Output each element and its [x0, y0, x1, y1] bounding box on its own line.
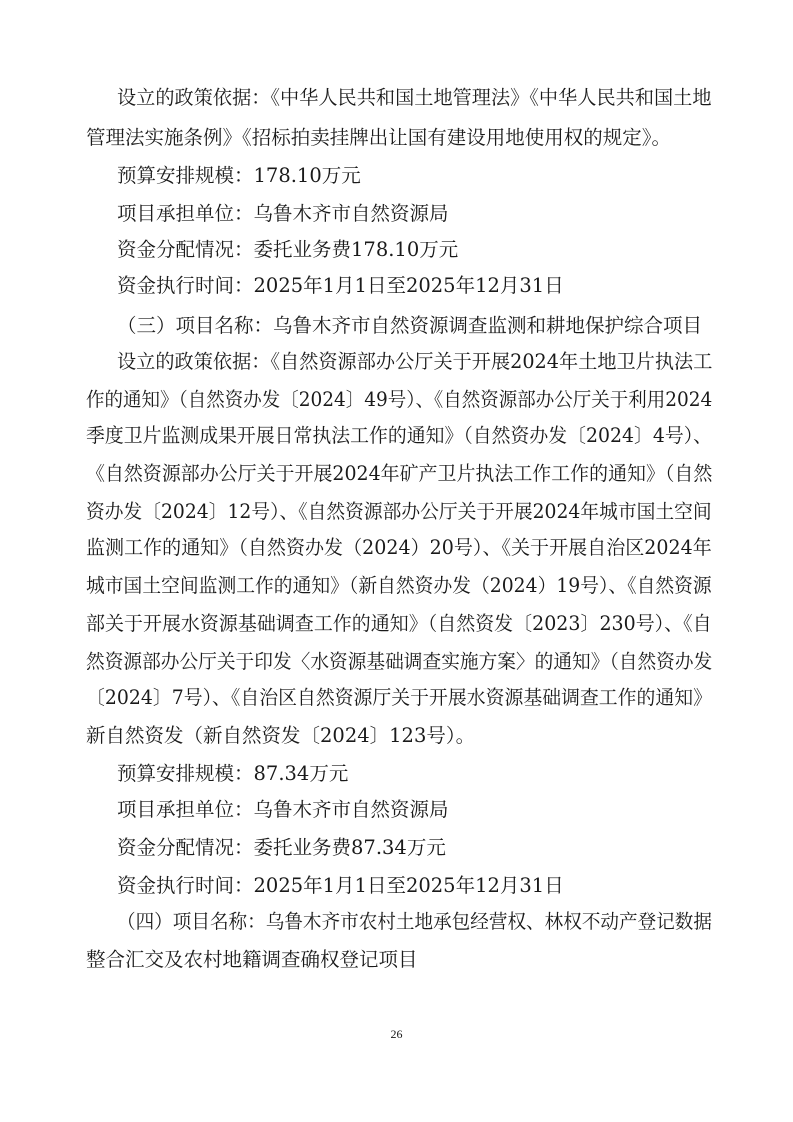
page-number: 26 — [390, 1027, 403, 1041]
body-line: 资金执行时间：2025年1月1日至2025年12月31日 — [117, 274, 564, 297]
body-line: 资金分配情况：委托业务费178.10万元 — [117, 238, 459, 261]
body-line: 季度卫片监测成果开展日常执法工作的通知》（自然资办发〔2024〕4号）、 — [86, 424, 713, 447]
body-line: 管理法实施条例》《招标拍卖挂牌出让国有建设用地使用权的规定》。 — [86, 126, 672, 149]
body-line: 《自然资源部办公厅关于开展2024年矿产卫片执法工作工作的通知》（自然 — [86, 462, 713, 485]
section-heading: （四）项目名称：乌鲁木齐市农村土地承包经营权、林权不动产登记数据 — [117, 910, 712, 933]
body-line: 作的通知》（自然资办发〔2024〕49号）、《自然资源部办公厅关于利用2024 — [86, 388, 713, 411]
body-line: 设立的政策依据：《自然资源部办公厅关于开展2024年土地卫片执法工 — [117, 350, 713, 373]
body-line: 项目承担单位：乌鲁木齐市自然资源局 — [117, 798, 449, 821]
body-line: 设立的政策依据：《中华人民共和国土地管理法》《中华人民共和国土地 — [117, 86, 712, 109]
body-line: 资金执行时间：2025年1月1日至2025年12月31日 — [117, 874, 564, 897]
body-line: 部关于开展水资源基础调查工作的通知》（自然资发〔2023〕230号）、《自 — [86, 612, 712, 635]
body-line: 监测工作的通知》（自然资办发（2024）20号）、《关于开展自治区2024年 — [86, 536, 712, 559]
body-line: 然资源部办公厅关于印发〈水资源基础调查实施方案〉的通知》（自然资办发 — [86, 650, 713, 673]
body-line: 预算安排规模：87.34万元 — [117, 762, 349, 785]
body-line: 资办发〔2024〕12号）、《自然资源部办公厅关于开展2024年城市国土空间 — [86, 500, 712, 523]
section-heading: （三）项目名称：乌鲁木齐市自然资源调查监测和耕地保护综合项目 — [117, 314, 703, 337]
body-line: 项目承担单位：乌鲁木齐市自然资源局 — [117, 202, 449, 225]
body-line: 〔2024〕7号）、《自治区自然资源厅关于开展水资源基础调查工作的通知》 — [86, 686, 713, 709]
body-line: 整合汇交及农村地籍调查确权登记项目 — [86, 948, 418, 971]
body-line: 资金分配情况：委托业务费87.34万元 — [117, 836, 446, 859]
body-line: 城市国土空间监测工作的通知》（新自然资办发（2024）19号）、《自然资源 — [86, 574, 712, 597]
body-line: 新自然资发（新自然资发〔2024〕123号）。 — [86, 724, 476, 747]
body-line: 预算安排规模：178.10万元 — [117, 164, 361, 187]
